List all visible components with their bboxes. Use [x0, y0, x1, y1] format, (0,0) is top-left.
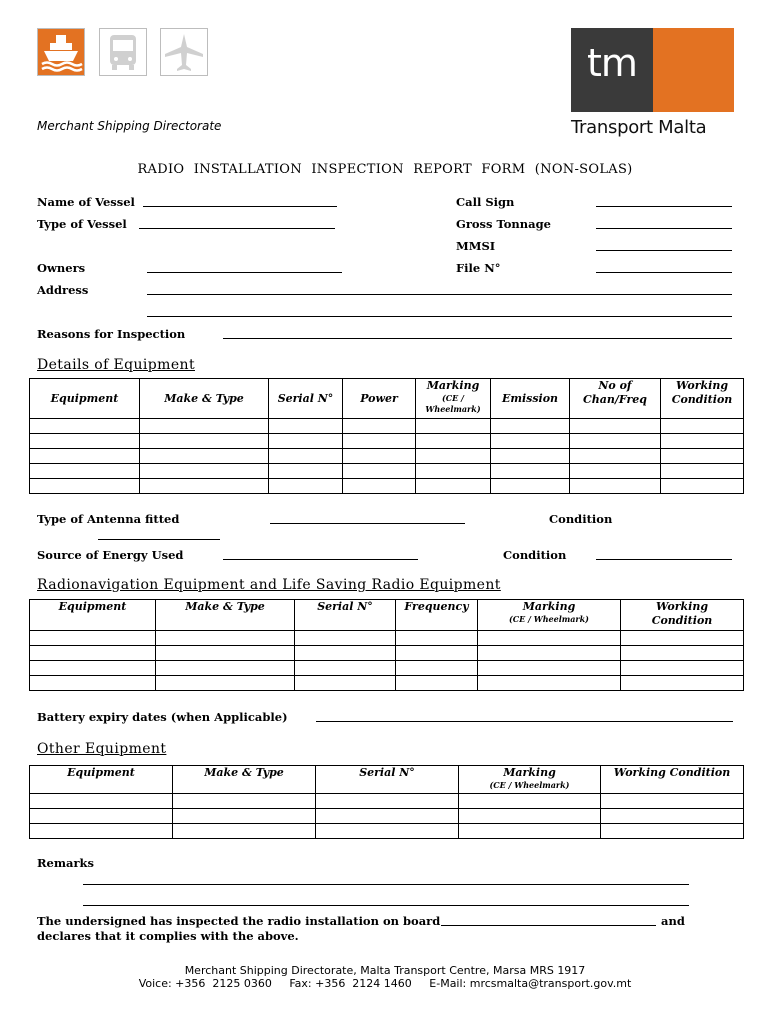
equipment-heading: Details of Equipment: [37, 357, 195, 373]
oe-col-marking-label: Marking: [503, 766, 556, 779]
col-working-top: Working: [675, 379, 729, 392]
reasons-label: Reasons for Inspection: [37, 327, 186, 341]
footer-contact: Voice: +356 2125 0360 Fax: +356 2124 1460 E-Mail: mrcsmalta@transport.gov.mt: [138, 977, 632, 990]
call-sign-field[interactable]: [596, 206, 732, 207]
radionav-table: [29, 599, 744, 691]
col-equipment: Equipment: [30, 379, 140, 419]
oe-col-make-type: Make & Type: [173, 766, 316, 794]
rn-col-equipment: Equipment: [30, 600, 156, 631]
table-row[interactable]: [30, 449, 744, 464]
rn-col-working-bottom: Condition: [651, 614, 713, 627]
antenna-type-label: Type of Antenna fitted: [37, 512, 180, 526]
table-row[interactable]: [30, 419, 744, 434]
energy-condition-label: Condition: [503, 548, 567, 562]
owners-label: Owners: [37, 261, 86, 275]
rn-col-working-top: Working: [655, 600, 709, 613]
ship-icon: [37, 28, 85, 76]
rn-col-marking: [478, 600, 621, 631]
remarks-field-2[interactable]: [83, 905, 689, 906]
col-marking: [416, 379, 491, 419]
table-row[interactable]: [30, 676, 744, 691]
vessel-name-label: Name of Vessel: [37, 195, 135, 209]
col-marking-label: Marking: [426, 379, 480, 392]
logo-letters: tm: [587, 41, 637, 85]
equipment-table: [29, 378, 744, 494]
rn-col-working-condition: [621, 600, 744, 631]
battery-label: Battery expiry dates (when Applicable): [37, 710, 288, 724]
other-heading: Other Equipment: [37, 741, 167, 757]
vessel-name-field[interactable]: [143, 206, 337, 207]
form-title: RADIO INSTALLATION INSPECTION REPORT FORM (NON-SOLAS): [137, 162, 633, 177]
oe-col-equipment: Equipment: [30, 766, 173, 794]
logo-name: Transport Malta: [571, 117, 707, 138]
gross-tonnage-label: Gross Tonnage: [456, 217, 551, 231]
rn-col-frequency: Frequency: [396, 600, 478, 631]
col-chan-freq: [570, 379, 661, 419]
reasons-field[interactable]: [223, 338, 732, 339]
col-marking-sub: (CE / Wheelmark): [425, 393, 481, 414]
table-row[interactable]: [30, 794, 744, 809]
table-row[interactable]: [30, 464, 744, 479]
file-no-label: File N°: [456, 261, 501, 275]
table-row[interactable]: [30, 646, 744, 661]
col-serial: Serial N°: [269, 379, 343, 419]
table-row[interactable]: [30, 661, 744, 676]
oe-col-working-condition: Working Condition: [601, 766, 744, 794]
declaration-text-2: and: [661, 914, 685, 928]
remarks-field-1[interactable]: [83, 884, 689, 885]
col-working-condition: [661, 379, 744, 419]
call-sign-label: Call Sign: [456, 195, 515, 209]
vessel-type-label: Type of Vessel: [37, 217, 127, 231]
antenna-condition-field[interactable]: [98, 539, 220, 540]
mmsi-field[interactable]: [596, 250, 732, 251]
col-working-bottom: Condition: [671, 393, 733, 406]
other-table: [29, 765, 744, 839]
mmsi-label: MMSI: [456, 239, 496, 253]
vessel-type-field[interactable]: [139, 228, 335, 229]
declaration-text-1: The undersigned has inspected the radio installation on board: [37, 914, 441, 928]
table-row[interactable]: [30, 824, 744, 839]
logo-orange-block: [653, 28, 734, 112]
vessel-declaration-field[interactable]: [441, 925, 656, 926]
directorate-label: Merchant Shipping Directorate: [37, 119, 222, 133]
declaration-text-3: declares that it complies with the above.: [37, 929, 299, 943]
bus-icon: [99, 28, 147, 76]
oe-col-marking-sub: (CE / Wheelmark): [489, 780, 570, 790]
file-no-field[interactable]: [596, 272, 732, 273]
radionav-heading: Radionavigation Equipment and Life Saving Radio Equipment: [37, 577, 501, 593]
table-row[interactable]: [30, 809, 744, 824]
energy-condition-field[interactable]: [596, 559, 732, 560]
rn-col-make-type: Make & Type: [156, 600, 295, 631]
antenna-condition-label: Condition: [549, 512, 613, 526]
col-emission: Emission: [491, 379, 570, 419]
rn-col-serial: Serial N°: [295, 600, 396, 631]
col-chan-freq-bottom: Chan/Freq: [583, 393, 647, 406]
footer-address: Merchant Shipping Directorate, Malta Transport Centre, Marsa MRS 1917: [184, 964, 586, 977]
energy-source-label: Source of Energy Used: [37, 548, 184, 562]
energy-source-field[interactable]: [223, 559, 418, 560]
remarks-label: Remarks: [37, 856, 94, 870]
rn-col-marking-label: Marking: [522, 600, 576, 613]
address-field-1[interactable]: [147, 294, 732, 295]
table-row[interactable]: [30, 434, 744, 449]
gross-tonnage-field[interactable]: [596, 228, 732, 229]
table-row[interactable]: [30, 479, 744, 494]
battery-field[interactable]: [316, 721, 733, 722]
rn-col-marking-sub: (CE / Wheelmark): [509, 614, 589, 624]
table-row[interactable]: [30, 631, 744, 646]
antenna-type-field[interactable]: [270, 523, 465, 524]
oe-col-marking: [459, 766, 601, 794]
owners-field[interactable]: [147, 272, 342, 273]
col-chan-freq-top: No of: [598, 379, 632, 392]
address-field-2[interactable]: [147, 316, 732, 317]
address-label: Address: [37, 283, 89, 297]
oe-col-serial: Serial N°: [316, 766, 459, 794]
col-power: Power: [343, 379, 416, 419]
col-make-type: Make & Type: [140, 379, 269, 419]
airplane-icon: [160, 28, 208, 76]
